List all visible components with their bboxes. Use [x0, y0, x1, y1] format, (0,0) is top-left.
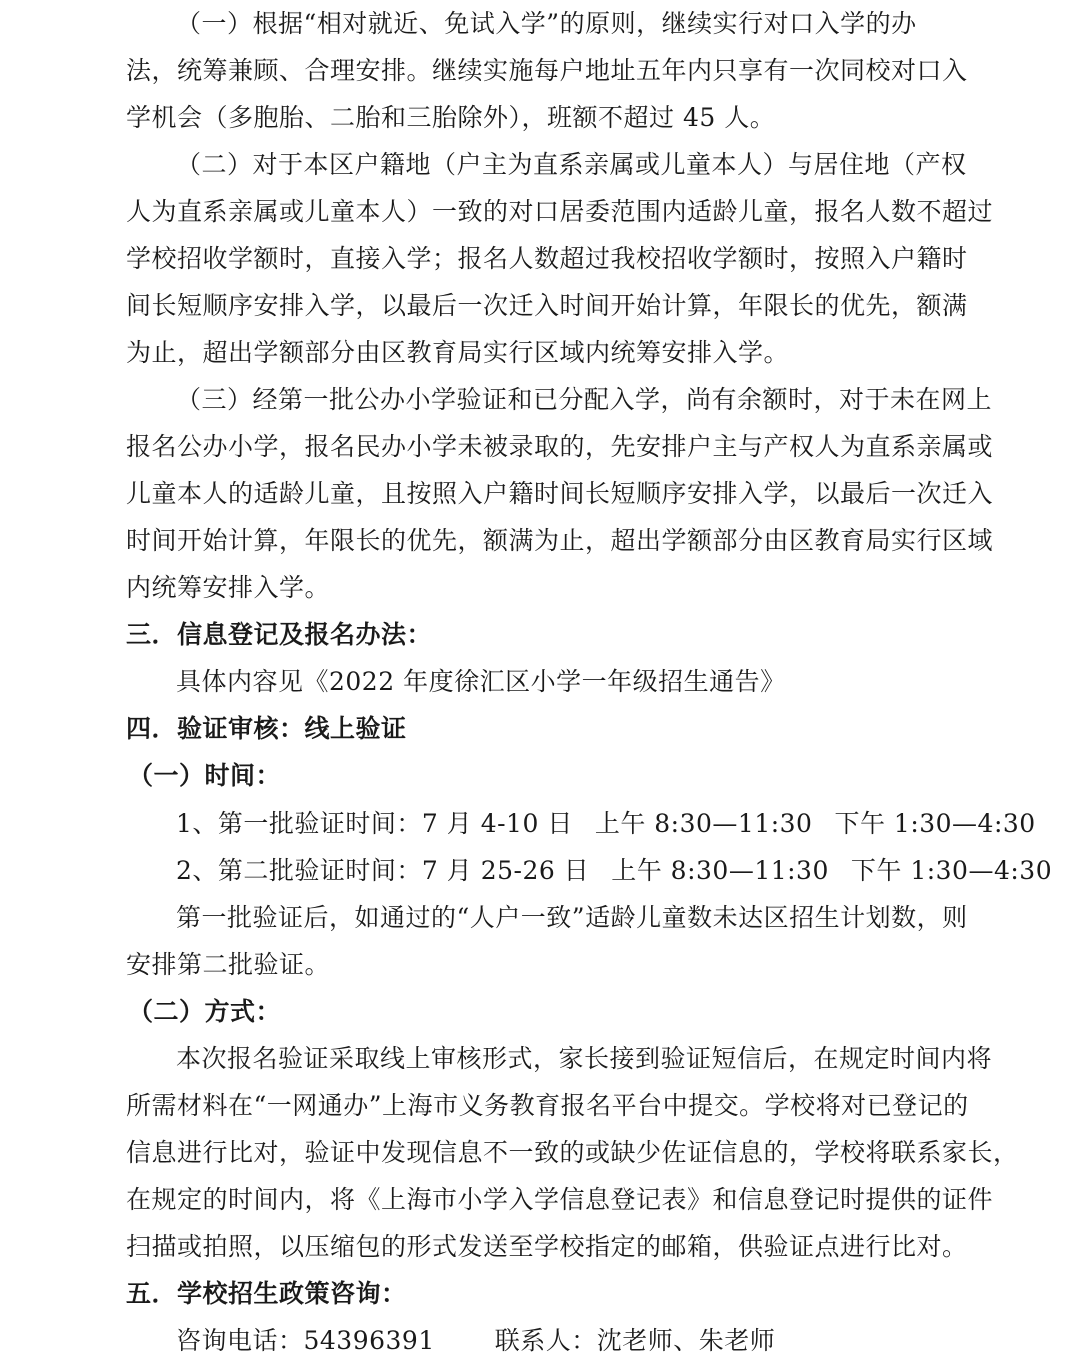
note-line-1: 第一批验证后，如通过的“人户一致”适龄儿童数未达区招生计划数，则: [176, 903, 968, 932]
method-line-5: 扫描或拍照，以压缩包的形式发送至学校指定的邮箱，供验证点进行比对。: [126, 1232, 968, 1261]
item3-line-3: 儿童本人的适龄儿童，且按照入户籍时间长短顺序安排入学，以最后一次迁入: [126, 479, 994, 508]
batch1-morning: 上午 8:30—11:30: [594, 809, 813, 838]
method-line-3: 信息进行比对，验证中发现信息不一致的或缺少佐证信息的，学校将联系家长，: [126, 1138, 1019, 1167]
method-line-1: 本次报名验证采取线上审核形式，家长接到验证短信后，在规定时间内将: [176, 1044, 993, 1073]
item1-line-2: 法，统筹兼顾、合理安排。继续实施每户地址五年内只享有一次同校对口入: [126, 56, 968, 85]
batch2-row: [176, 853, 1052, 889]
contact-row: [176, 1323, 775, 1359]
item3-line-5: 内统筹安排入学。: [126, 573, 331, 602]
batch1-label: 1、第一批验证时间：7 月 4-10 日: [176, 809, 573, 838]
note-line-2: 安排第二批验证。: [126, 950, 331, 979]
item2-line-4: 间长短顺序安排入学，以最后一次迁入时间开始计算，年限长的优先，额满: [126, 291, 968, 320]
batch2-morning: 上午 8:30—11:30: [611, 856, 829, 885]
section-three-heading: 三．信息登记及报名办法：: [126, 620, 433, 649]
section-four-heading: 四．验证审核：线上验证: [126, 714, 407, 743]
consult-phone: 咨询电话：54396391: [176, 1326, 435, 1355]
method-line-2: 所需材料在“一网通办”上海市义务教育报名平台中提交。学校将对已登记的: [126, 1091, 969, 1120]
time-subheading: （一）时间：: [128, 761, 282, 790]
batch1-row: [176, 806, 1036, 842]
method-line-4: 在规定的时间内，将《上海市小学入学信息登记表》和信息登记时提供的证件: [126, 1185, 994, 1214]
section-five-heading: 五．学校招生政策咨询：: [126, 1279, 407, 1308]
section-three-body: 具体内容见《2022 年度徐汇区小学一年级招生通告》: [176, 667, 786, 696]
method-subheading: （二）方式：: [128, 997, 282, 1026]
item2-line-5: 为止，超出学额部分由区教育局实行区域内统筹安排入学。: [126, 338, 790, 367]
item3-line-1: （三）经第一批公办小学验证和已分配入学，尚有余额时，对于未在网上: [176, 385, 993, 414]
item2-line-2: 人为直系亲属或儿童本人）一致的对口居委范围内适龄儿童，报名人数不超过: [126, 197, 994, 226]
batch2-afternoon: 下午 1:30—4:30: [850, 856, 1053, 885]
contact-persons: 联系人：沈老师、朱老师: [494, 1326, 776, 1355]
item3-line-2: 报名公办小学，报名民办小学未被录取的，先安排户主与产权人为直系亲属或: [126, 432, 994, 461]
item2-line-3: 学校招收学额时，直接入学；报名人数超过我校招收学额时，按照入户籍时: [126, 244, 968, 273]
batch2-label: 2、第二批验证时间：7 月 25-26 日: [176, 856, 590, 885]
batch1-afternoon: 下午 1:30—4:30: [834, 809, 1036, 838]
item3-line-4: 时间开始计算，年限长的优先，额满为止，超出学额部分由区教育局实行区域: [126, 526, 994, 555]
item1-line-3: 学机会（多胞胎、二胎和三胎除外），班额不超过 45 人。: [126, 103, 776, 132]
item1-line-1: （一）根据“相对就近、免试入学”的原则，继续实行对口入学的办: [176, 9, 917, 38]
item2-line-1: （二）对于本区户籍地（户主为直系亲属或儿童本人）与居住地（产权: [176, 150, 967, 179]
